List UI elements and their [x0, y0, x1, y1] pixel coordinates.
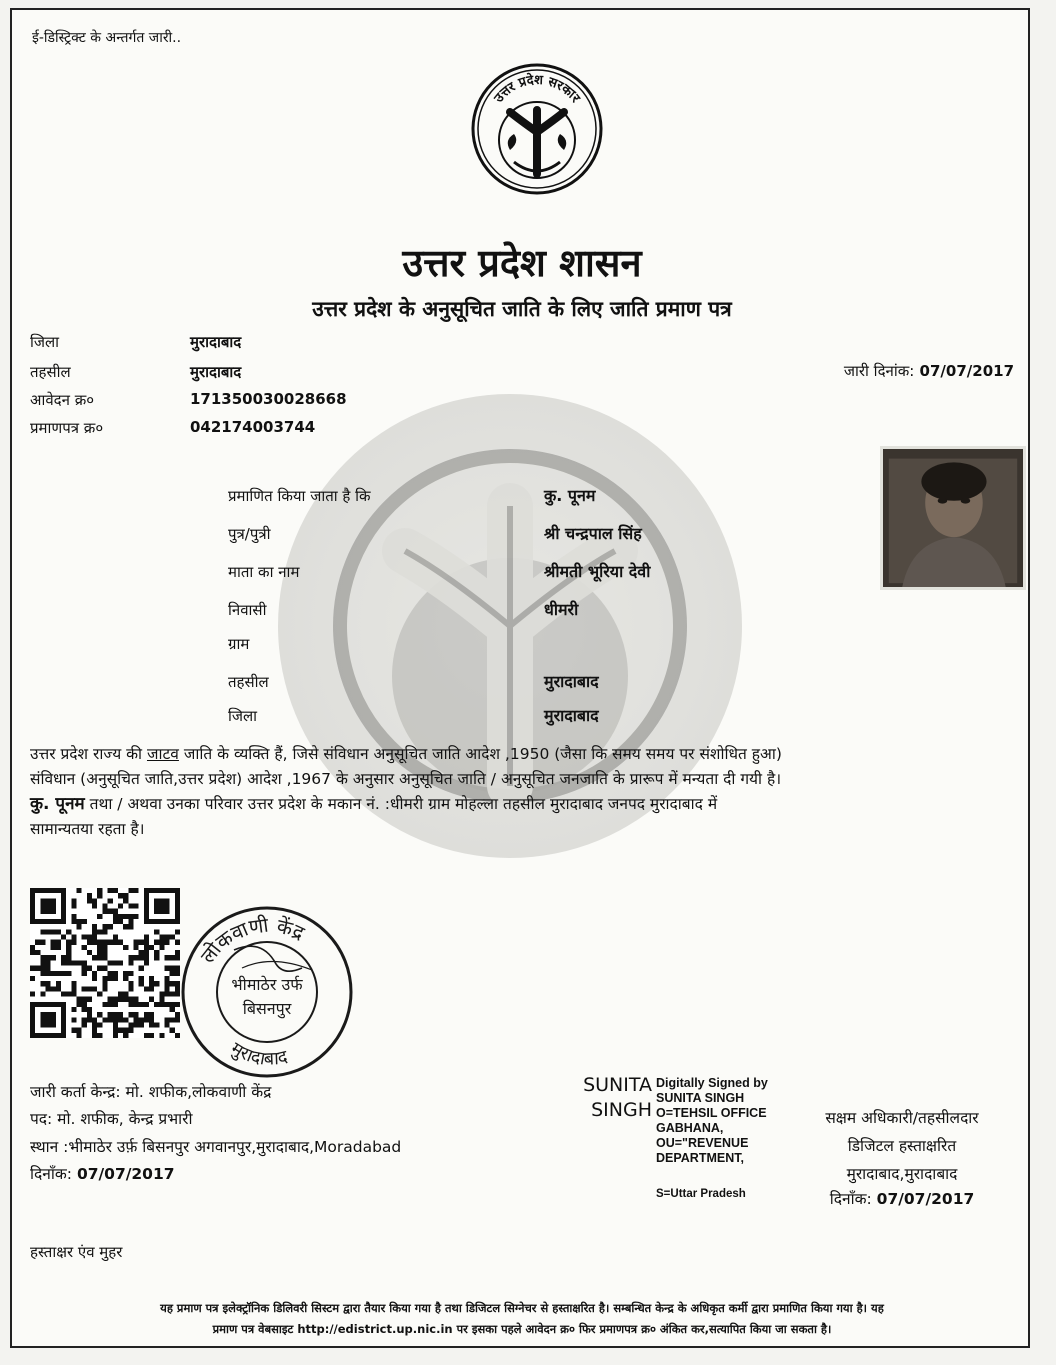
mother-label: माता का नाम: [228, 563, 300, 581]
svg-text:मुरादाबाद: [227, 1038, 290, 1070]
field-district-value: मुरादाबाद: [544, 706, 599, 725]
tehsil-label: तहसील: [30, 363, 71, 381]
application-label: आवेदन क्र०: [30, 391, 95, 409]
officer-place: मुरादाबाद,मुरादाबाद: [846, 1165, 958, 1183]
signature-line-6: DEPARTMENT,: [656, 1151, 744, 1165]
issuer-date: [30, 1162, 175, 1184]
signer-name-line-2: SINGH: [591, 1099, 652, 1121]
qr-code: [30, 888, 180, 1038]
officer-title: सक्षम अधिकारी/तहसीलदार: [825, 1109, 979, 1127]
mother-name: श्रीमती भूरिया देवी: [544, 562, 651, 581]
statement-line-2: संविधान (अनुसूचित जाति,उत्तर प्रदेश) आदेश ,1967 के अनुसार अनुसूचित जाति / अनुसूचित जनजाति के प्रारूप में मन्यता दी गयी है।: [30, 770, 782, 788]
signer-name: [562, 1073, 652, 1123]
stamp-line-2: बिसनपुर: [242, 999, 292, 1018]
signer-name-line-1: SUNITA: [583, 1074, 652, 1096]
certificate-number-label: प्रमाणपत्र क्र०: [30, 419, 104, 437]
stamp-bottom-text: मुरादाबाद: [227, 1038, 290, 1070]
district-label: जिला: [30, 333, 60, 351]
village-label: ग्राम: [228, 635, 250, 653]
certificate-number: 042174003744: [190, 418, 316, 436]
applicant-photo: [880, 446, 1026, 590]
district-value: मुरादाबाद: [190, 333, 242, 351]
issue-date-value: 07/07/2017: [919, 362, 1014, 380]
statement-line-1: [30, 742, 1020, 767]
certificate-title: उत्तर प्रदेश के अनुसूचित जाति के लिए जाति प्रमाण पत्र: [312, 297, 732, 321]
certificate-page: [10, 8, 1030, 1348]
resident-label: निवासी: [228, 601, 267, 619]
footer-line-1: यह प्रमाण पत्र इलेक्ट्रॉनिक डिलिवरी सिस्टम द्वारा तैयार किया गया है तथा डिजिटल सिग्नेचर से हस्ताक्षरित है। सम्बन्धित केन्द्र के अधिकृत कर्मी द्वारा प्रमाणित किया गया है। यह: [160, 1301, 884, 1315]
svg-text:लोकवाणी केंद्र: [195, 912, 308, 967]
footer-line-2: प्रमाण पत्र वेबसाइट http://edistrict.up.nic.in पर इसका पहले आवेदन क्र० फिर प्रमाणपत्र क्र० अंकित कर,सत्यापित किया जा सकता है।: [212, 1322, 832, 1336]
officer-digital-signed: डिजिटल हस्ताक्षरित: [847, 1137, 957, 1155]
signature-line-1: Digitally Signed by: [656, 1076, 768, 1090]
signature-details: [656, 1076, 768, 1166]
lokvani-stamp-icon: [172, 898, 362, 1080]
caste-name: जाटव: [146, 745, 179, 763]
officer-date-label: दिनाँक:: [829, 1190, 872, 1208]
officer-date: [782, 1187, 1022, 1209]
application-number: 171350030028668: [190, 390, 347, 408]
statement-line-3-end: तथा / अथवा उनका परिवार उत्तर प्रदेश के मकान नं. :धीमरी ग्राम मोहल्ला तहसील मुरादाबाद जनपद मुरादाबाद में: [84, 795, 718, 813]
father-name: श्री चन्द्रपाल सिंह: [544, 524, 642, 543]
field-tehsil-value: मुरादाबाद: [544, 672, 599, 691]
certified-label: प्रमाणित किया जाता है कि: [228, 487, 371, 505]
officer-date-value: 07/07/2017: [876, 1190, 975, 1208]
statement-line-3: [30, 792, 1020, 817]
issuing-center: जारी कर्ता केन्द्र: मो. शफीक,लोकवाणी केंद्र: [30, 1083, 272, 1101]
signature-line-2: SUNITA SINGH: [656, 1091, 745, 1105]
statement-person-name: कु. पूनम: [30, 794, 85, 814]
issued-under-note: ई-डिस्ट्रिक्ट के अन्तर्गत जारी..: [32, 30, 182, 46]
child-of-label: पुत्र/पुत्री: [228, 525, 271, 543]
field-tehsil-label: तहसील: [228, 673, 269, 691]
statement-line-1-end: जाति के व्यक्ति हैं, जिसे संविधान अनुसूचित जाति आदेश ,1950 (जैसा कि समय समय पर संशोधित हुआ): [178, 745, 782, 763]
issue-date: [844, 361, 1014, 381]
issuer-post: पद: मो. शफीक, केन्द्र प्रभारी: [30, 1110, 193, 1128]
resident-value: धीमरी: [544, 600, 579, 619]
statement-line-1-start: उत्तर प्रदेश राज्य की: [30, 745, 147, 763]
issuer-place: स्थान :भीमाठेर उर्फ़ बिसनपुर अगवानपुर,मुरादाबाद,Moradabad: [30, 1138, 402, 1156]
stamp-top-text: लोकवाणी केंद्र: [195, 912, 309, 968]
government-title: उत्तर प्रदेश शासन: [402, 240, 642, 285]
stamp-line-1: भीमाठेर उर्फ: [231, 975, 303, 994]
footer-note: [42, 1298, 1002, 1340]
issuer-date-label: दिनाँक:: [30, 1165, 72, 1183]
tehsil-value: मुरादाबाद: [190, 363, 242, 381]
certificate-statement: [30, 742, 1020, 842]
up-emblem-icon: [470, 62, 604, 196]
signature-state: S=Uttar Pradesh: [656, 1188, 746, 1200]
issue-date-label: जारी दिनांक:: [843, 362, 915, 380]
certified-name: कु. पूनम: [544, 486, 596, 505]
signature-line-5: OU="REVENUE: [656, 1136, 749, 1150]
emblem-text: उत्तर प्रदेश सरकार: [491, 72, 583, 106]
field-district-label: जिला: [228, 707, 258, 725]
signature-line-3: O=TEHSIL OFFICE: [656, 1106, 767, 1120]
signature-and-seal: हस्ताक्षर एंव मुहर: [30, 1243, 123, 1261]
statement-line-4: सामान्यतया रहता है।: [30, 820, 145, 838]
signature-line-4: GABHANA,: [656, 1121, 724, 1135]
issuer-date-value: 07/07/2017: [76, 1165, 175, 1183]
